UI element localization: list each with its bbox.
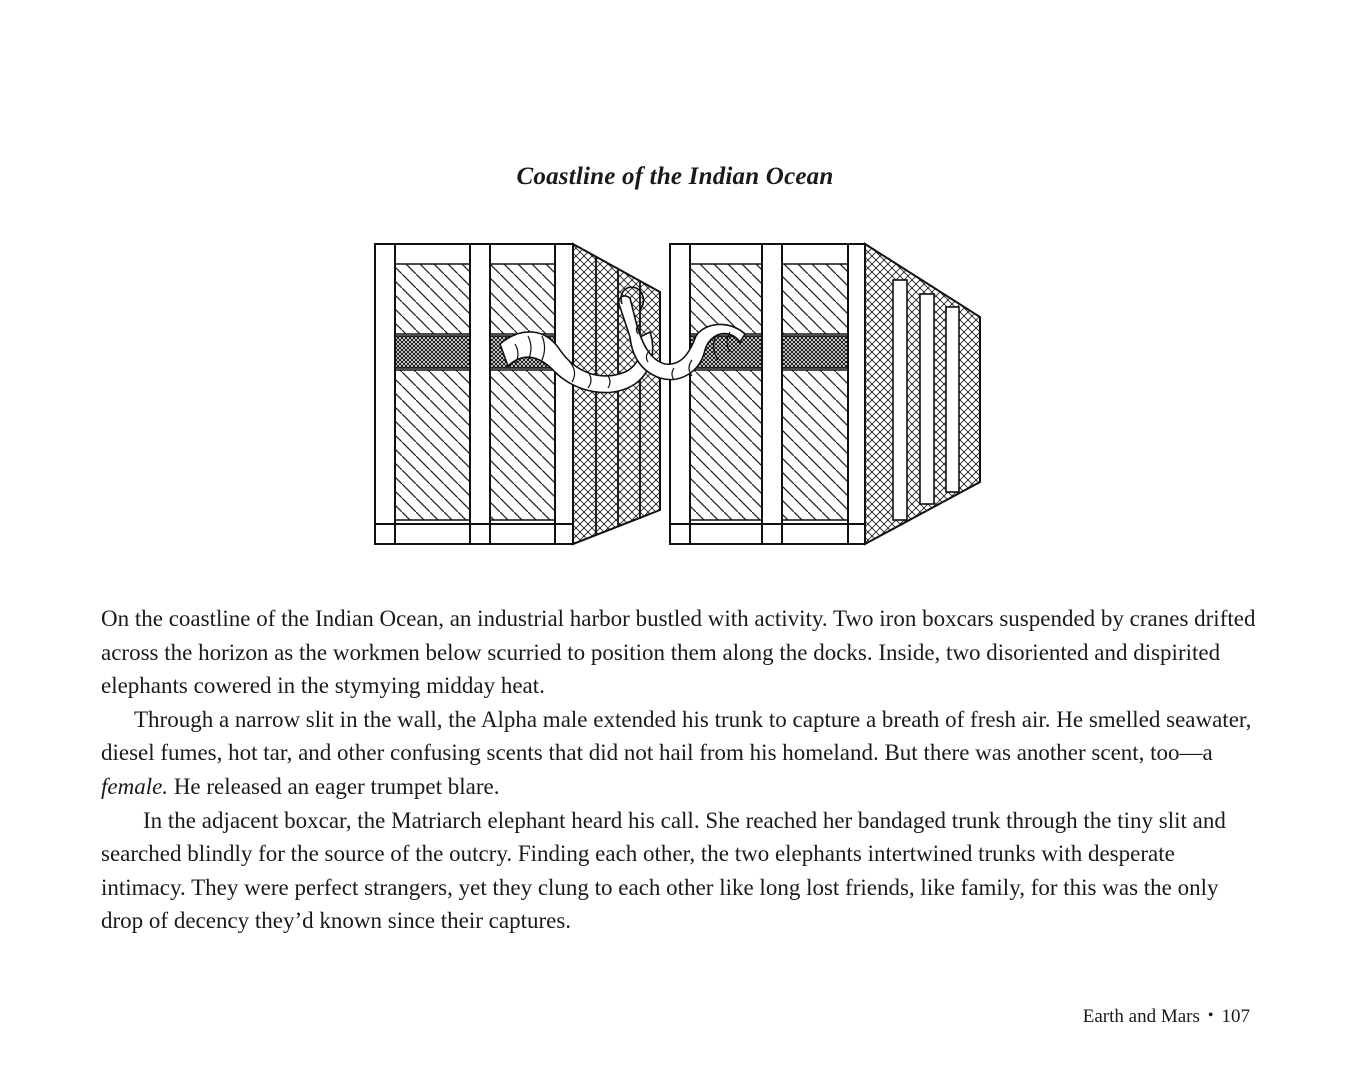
running-book-title: Earth and Mars [1082, 1006, 1200, 1027]
paragraph-alpha-male [101, 703, 1261, 804]
page-footer [1083, 1006, 1250, 1028]
paragraph-matriarch: In the adjacent boxcar, the Matriarch elephant heard his call. She reached her bandaged trunk through the tiny slit and searched blindly for the source of the outcry. Finding each other, the two elephants intertwined trunks with desperate intimacy. They were perfect strangers, yet they clung to each other like long lost friends, like family, for this was the only drop of decency they’d known since their captures. [101, 807, 1226, 934]
page-number: 107 [1221, 1006, 1250, 1027]
paragraph-harbor: On the coastline of the Indian Ocean, an industrial harbor bustled with activity. Two iron boxcars suspended by cranes drifted across the horizon as the workmen below scurried to position them along the docks. Inside, two disoriented and dispirited elephants cowered in the stymying midday heat. [101, 606, 1256, 699]
boxcars-with-entwined-trunks-illustration [360, 232, 1005, 562]
emphasis-female: female. [101, 773, 169, 799]
left-boxcar [375, 244, 660, 544]
footer-separator: • [1207, 1007, 1214, 1024]
story-text [101, 602, 1261, 938]
chapter-title: Coastline of the Indian Ocean [516, 163, 834, 190]
right-boxcar [670, 244, 980, 544]
paragraph-alpha-male-start: Through a narrow slit in the wall, the Alpha male extended his trunk to capture a breath of fresh air. He smelled seawater, diesel fumes, hot tar, and other confusing scents that did not hail from his homeland. But there was another scent, too—a [101, 706, 1252, 766]
paragraph-alpha-male-end: He released an eager trumpet blare. [168, 773, 500, 799]
